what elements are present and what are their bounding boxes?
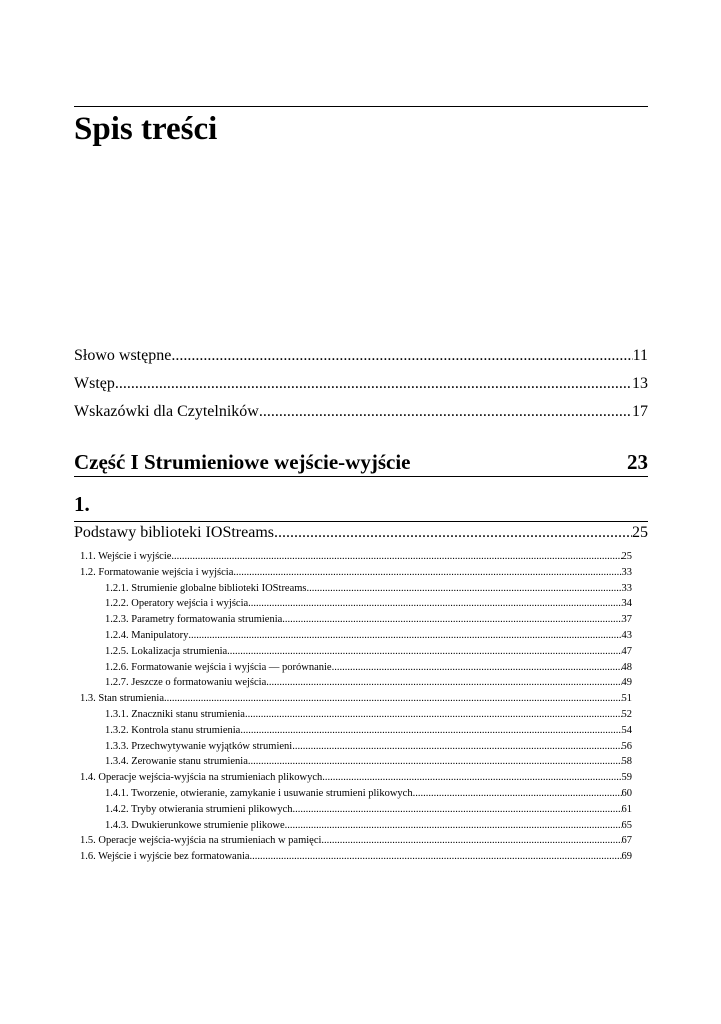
dot-leader <box>171 342 632 370</box>
toc-section-entry[interactable] <box>80 691 632 707</box>
dot-leader <box>321 833 621 849</box>
toc-section-label: 1.2.6. Formatowanie wejścia i wyjścia — porównanie <box>105 661 332 673</box>
toc-section-entry[interactable] <box>80 549 632 565</box>
toc-section-entry[interactable] <box>80 660 632 676</box>
toc-entry-reader-tips[interactable] <box>74 398 648 426</box>
toc-entry-label: Słowo wstępne <box>74 347 172 364</box>
top-rule <box>74 106 648 107</box>
toc-section-page: 59 <box>621 772 632 784</box>
toc-section-label: 1.3.1. Znaczniki stanu strumienia <box>105 708 245 720</box>
dot-leader <box>266 675 621 691</box>
toc-section-entry[interactable] <box>80 818 632 834</box>
toc-section-label: 1.3.3. Przechwytywanie wyjątków strumieni <box>105 740 293 752</box>
section-list <box>80 549 632 865</box>
dot-leader <box>285 818 622 834</box>
toc-section-page: 49 <box>621 677 632 689</box>
toc-section-label: 1.2.2. Operatory wejścia i wyjścia <box>105 598 249 610</box>
toc-section-label: 1.2. Formatowanie wejścia i wyjścia <box>80 566 234 578</box>
toc-section-page: 65 <box>621 819 632 831</box>
dot-leader <box>227 644 621 660</box>
dot-leader <box>188 628 621 644</box>
toc-section-entry[interactable] <box>80 644 632 660</box>
toc-section-label: 1.1. Wejście i wyjście <box>80 551 172 562</box>
toc-section-entry[interactable] <box>80 628 632 644</box>
chapter-number: 1. <box>74 492 90 516</box>
toc-section-page: 61 <box>621 803 632 815</box>
toc-section-page: 52 <box>621 708 632 720</box>
dot-leader <box>248 754 622 770</box>
toc-section-entry[interactable] <box>80 754 632 770</box>
toc-section-page: 51 <box>621 693 632 705</box>
toc-section-page: 33 <box>621 582 632 594</box>
toc-entry-introduction[interactable] <box>74 370 648 398</box>
dot-leader <box>293 802 622 818</box>
chapter-title: Podstawy biblioteki IOStreams <box>74 524 274 541</box>
toc-entry-page: 13 <box>632 375 648 392</box>
toc-section-entry[interactable] <box>80 596 632 612</box>
page-title: Spis treści <box>74 111 218 147</box>
dot-leader <box>115 370 632 398</box>
part-heading[interactable] <box>74 449 648 475</box>
toc-section-entry[interactable] <box>80 802 632 818</box>
toc-section-label: 1.2.4. Manipulatory <box>105 629 189 641</box>
chapter-page: 25 <box>632 524 648 541</box>
toc-section-page: 37 <box>621 614 632 626</box>
toc-section-label: 1.6. Wejście i wyjście bez formatowania <box>80 851 250 863</box>
dot-leader <box>274 521 632 545</box>
dot-leader <box>292 739 621 755</box>
toc-section-page: 58 <box>621 756 632 768</box>
toc-section-page: 34 <box>621 598 632 610</box>
dot-leader <box>307 581 622 597</box>
toc-entry-page: 11 <box>632 347 648 364</box>
toc-section-label: 1.3.4. Zerowanie stanu strumienia <box>105 756 248 768</box>
toc-entry-label: Wstęp <box>74 375 115 392</box>
toc-section-label: 1.5. Operacje wejścia-wyjścia na strumieniach w pamięci <box>80 835 322 847</box>
toc-section-entry[interactable] <box>80 739 632 755</box>
toc-section-label: 1.4.2. Tryby otwierania strumieni plikowych <box>105 803 293 815</box>
toc-section-entry[interactable] <box>80 723 632 739</box>
dot-leader <box>332 660 622 676</box>
toc-section-entry[interactable] <box>80 675 632 691</box>
toc-section-page: 54 <box>621 724 632 736</box>
toc-section-entry[interactable] <box>80 565 632 581</box>
toc-section-label: 1.2.3. Parametry formatowania strumienia <box>105 614 283 626</box>
toc-section-page: 43 <box>621 629 632 641</box>
dot-leader <box>322 770 621 786</box>
toc-section-label: 1.2.5. Lokalizacja strumienia <box>105 645 228 657</box>
part-title: Część I Strumieniowe wejście-wyjście <box>74 450 411 474</box>
toc-section-label: 1.2.7. Jeszcze o formatowaniu wejścia <box>105 677 267 689</box>
toc-section-page: 48 <box>621 661 632 673</box>
dot-leader <box>248 596 621 612</box>
part-rule <box>74 476 648 477</box>
toc-section-label: 1.4.1. Tworzenie, otwieranie, zamykanie i usuwanie strumieni plikowych <box>105 787 413 799</box>
toc-section-page: 47 <box>621 645 632 657</box>
toc-section-label: 1.4. Operacje wejścia-wyjścia na strumieniach plikowych <box>80 772 323 784</box>
toc-section-label: 1.3.2. Kontrola stanu strumienia <box>105 724 241 736</box>
part-page: 23 <box>627 450 648 474</box>
toc-section-label: 1.4.3. Dwukierunkowe strumienie plikowe <box>105 819 285 831</box>
toc-section-entry[interactable] <box>80 581 632 597</box>
dot-leader <box>233 565 621 581</box>
toc-section-page: 25 <box>621 551 632 562</box>
toc-entry-label: Wskazówki dla Czytelników <box>74 403 259 420</box>
front-matter-list <box>74 342 648 426</box>
toc-section-page: 56 <box>621 740 632 752</box>
toc-section-entry[interactable] <box>80 786 632 802</box>
dot-leader <box>282 612 621 628</box>
toc-section-page: 69 <box>621 851 632 863</box>
dot-leader <box>171 549 621 565</box>
toc-section-page: 67 <box>621 835 632 847</box>
toc-section-entry[interactable] <box>80 849 632 865</box>
toc-entry-preface[interactable] <box>74 342 648 370</box>
toc-section-page: 60 <box>621 787 632 799</box>
chapter-heading[interactable] <box>74 521 648 545</box>
toc-section-page: 33 <box>621 566 632 578</box>
toc-section-entry[interactable] <box>80 707 632 723</box>
dot-leader <box>240 723 621 739</box>
toc-section-entry[interactable] <box>80 612 632 628</box>
dot-leader <box>413 786 622 802</box>
toc-section-label: 1.3. Stan strumienia <box>80 693 164 705</box>
dot-leader <box>164 691 622 707</box>
dot-leader <box>250 849 622 865</box>
toc-section-label: 1.2.1. Strumienie globalne biblioteki IOStreams <box>105 582 307 594</box>
toc-entry-page: 17 <box>632 403 648 420</box>
dot-leader <box>245 707 622 723</box>
toc-section-entry[interactable] <box>80 770 632 786</box>
toc-section-entry[interactable] <box>80 833 632 849</box>
dot-leader <box>259 398 632 426</box>
